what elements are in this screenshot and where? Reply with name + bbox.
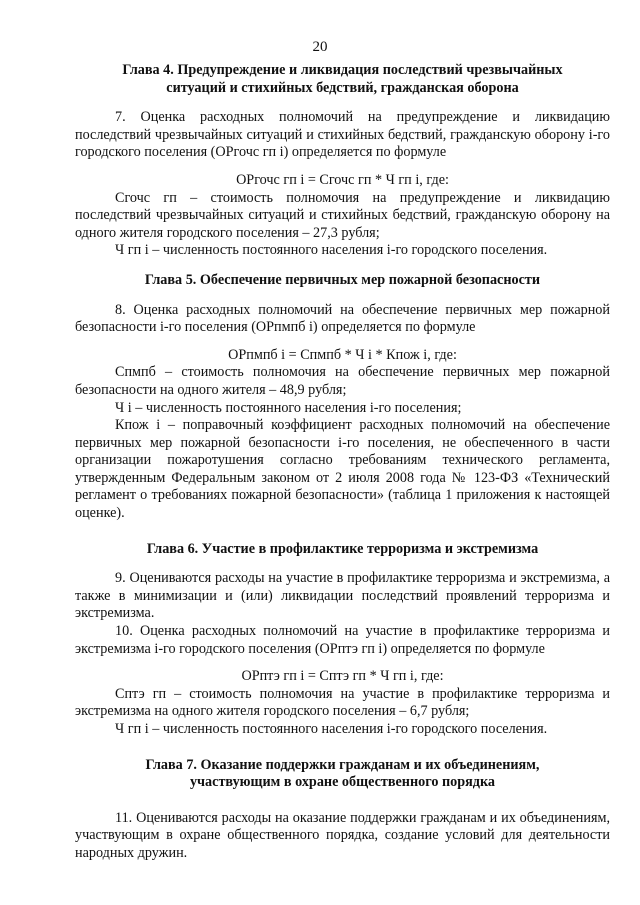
chapter-7-title-line1: Глава 7. Оказание поддержки гражданам и их объединениям, <box>145 756 540 773</box>
definition-sgochs: Сгочс гп – стоимость полномочия на предупреждение и ликвидацию последствий чрезвычайных ситуаций и стихийных бедствий, гражданскую оборону на одного жителя городского поселения – 27,3 рубля; <box>75 189 610 241</box>
formula-pmpb: ОРпмпб i = Спмпб * Ч i * Кпож i, где: <box>228 346 457 363</box>
definition-spmpb: Спмпб – стоимость полномочия на обеспечение первичных мер пожарной безопасности на одного жителя – 48,9 рубля; <box>75 364 610 398</box>
definition-ch-gp: Ч гп i – численность постоянного населения i-го городского поселения. <box>115 242 548 259</box>
page-number: 20 <box>312 39 328 55</box>
paragraph-7: 7. Оценка расходных полномочий на предупреждение и ликвидацию последствий чрезвычайных ситуаций и стихийных бедствий, гражданскую оборону i-го городского поселения (ОРгочс гп i) определяется по формуле <box>75 109 610 161</box>
paragraph-11: 11. Оцениваются расходы на оказание поддержки гражданам и их объединениям, участвующим в охране общественного порядка, создание условий для деятельности народных дружин. <box>75 809 610 861</box>
paragraph-9: 9. Оцениваются расходы на участие в профилактике терроризма и экстремизма, а также в минимизации и (или) ликвидации последствий проявлений терроризма и экстремизма. <box>75 570 610 622</box>
definition-ch-gp-6: Ч гп i – численность постоянного населения i-го городского поселения. <box>115 721 548 737</box>
document-body <box>75 62 610 863</box>
paragraph-8: 8. Оценка расходных полномочий на обеспечение первичных мер пожарной безопасности i-го поселения (ОРпмпб i) определяется по формуле <box>75 301 610 336</box>
paragraph-10: 10. Оценка расходных полномочий на участие в профилактике терроризма и экстремизма i-го городского поселения (ОРптэ гп i) определяется по формуле <box>75 623 610 657</box>
chapter-4-title-line1: Глава 4. Предупреждение и ликвидация последствий чрезвычайных <box>122 62 563 78</box>
definition-ch-i: Ч i – численность постоянного населения i-го поселения; <box>115 399 462 416</box>
chapter-4-title <box>75 62 610 97</box>
chapter-7-title-line2: участвующим в охране общественного порядка <box>189 774 496 791</box>
chapter-4-title-line2: ситуаций и стихийных бедствий, гражданская оборона <box>166 79 519 96</box>
chapter-4 <box>75 62 610 260</box>
definition-kpozh: Кпож i – поправочный коэффициент расходных полномочий на обеспечение первичных мер пожарной безопасности i-го поселения, не обеспеченного в части организации пожаротушения согласно требованиям технического регламента, утвержденным Федеральным законом от 2 июля 2008 года № 123-ФЗ «Технический регламент о требованиях пожарной безопасности» (таблица 1 приложения к настоящей оценке). <box>75 417 610 522</box>
chapter-6-title: Глава 6. Участие в профилактике терроризма и экстремизма <box>146 540 539 557</box>
chapter-6 <box>75 541 610 739</box>
chapter-5 <box>75 272 610 523</box>
formula-pte: ОРптэ гп i = Сптэ гп * Ч гп i, где: <box>241 668 444 685</box>
chapter-7 <box>75 757 610 863</box>
formula-gochs: ОРгочс гп i = Сгочс гп * Ч гп i, где: <box>236 171 449 188</box>
definition-spte: Сптэ гп – стоимость полномочия на участие в профилактике терроризма и экстремизма на одного жителя городского поселения – 6,7 рубля; <box>75 685 610 720</box>
chapter-5-title: Глава 5. Обеспечение первичных мер пожарной безопасности <box>144 271 541 288</box>
chapter-7-title <box>75 757 610 792</box>
